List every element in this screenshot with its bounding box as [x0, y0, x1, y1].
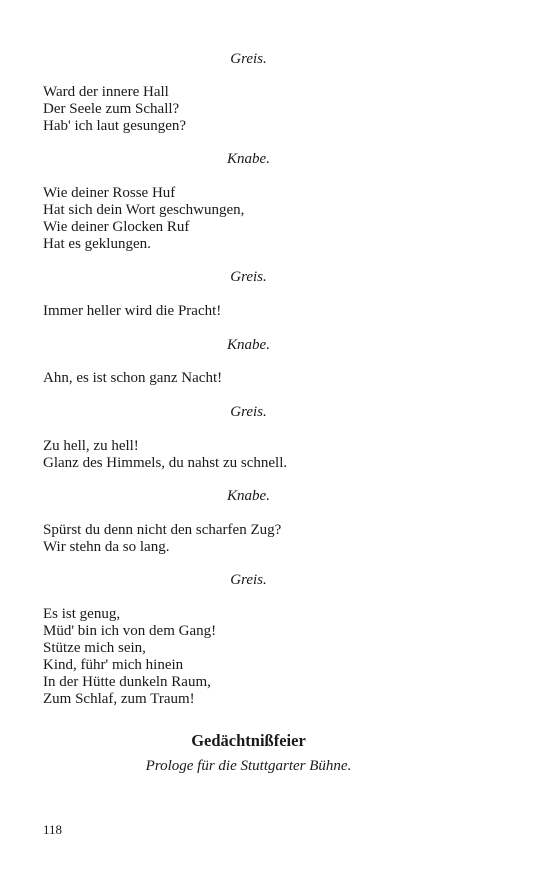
verse-stanza — [43, 185, 503, 253]
verse-line: Wie deiner Rosse Huf — [43, 185, 176, 201]
verse-line: Kind, führ' mich hinein — [43, 657, 184, 673]
speaker-label: Knabe. — [227, 151, 270, 167]
verse-line: Müd' bin ich von dem Gang! — [43, 623, 217, 639]
verse-line: In der Hütte dunkeln Raum, — [43, 674, 211, 690]
verse-stanza — [43, 370, 503, 387]
verse-line: Hat sich dein Wort geschwungen, — [43, 202, 245, 218]
verse-line: Hat es geklungen. — [43, 236, 151, 252]
verse-stanza — [43, 606, 503, 708]
poem-subtitle: Prologe für die Stuttgarter Bühne. — [145, 758, 352, 774]
verse-line: Wie deiner Glocken Ruf — [43, 219, 190, 235]
verse-line: Immer heller wird die Pracht! — [43, 303, 222, 319]
verse-stanza — [43, 522, 503, 556]
speaker-label: Knabe. — [227, 488, 270, 504]
speaker-label: Knabe. — [227, 337, 270, 353]
verse-line: Glanz des Himmels, du nahst zu schnell. — [43, 455, 288, 471]
verse-stanza — [43, 84, 503, 135]
speaker-label: Greis. — [230, 572, 267, 588]
poem-title: Gedächtnißfeier — [191, 731, 306, 750]
page-number: 118 — [43, 822, 63, 837]
verse-line: Hab' ich laut gesungen? — [43, 118, 187, 134]
verse-line: Zum Schlaf, zum Traum! — [43, 691, 195, 707]
verse-line: Wir stehn da so lang. — [43, 539, 170, 555]
speaker-label: Greis. — [230, 269, 267, 285]
verse-line: Stütze mich sein, — [43, 640, 146, 656]
verse-line: Der Seele zum Schall? — [43, 101, 180, 117]
speaker-label: Greis. — [230, 404, 267, 420]
verse-line: Es ist genug, — [43, 606, 121, 622]
verse-line: Spürst du denn nicht den scharfen Zug? — [43, 522, 282, 538]
speaker-label: Greis. — [230, 51, 267, 67]
verse-stanza — [43, 438, 503, 472]
verse-line: Ward der innere Hall — [43, 84, 169, 100]
verse-stanza — [43, 303, 503, 320]
verse-line: Zu hell, zu hell! — [43, 438, 139, 454]
verse-line: Ahn, es ist schon ganz Nacht! — [43, 370, 223, 386]
